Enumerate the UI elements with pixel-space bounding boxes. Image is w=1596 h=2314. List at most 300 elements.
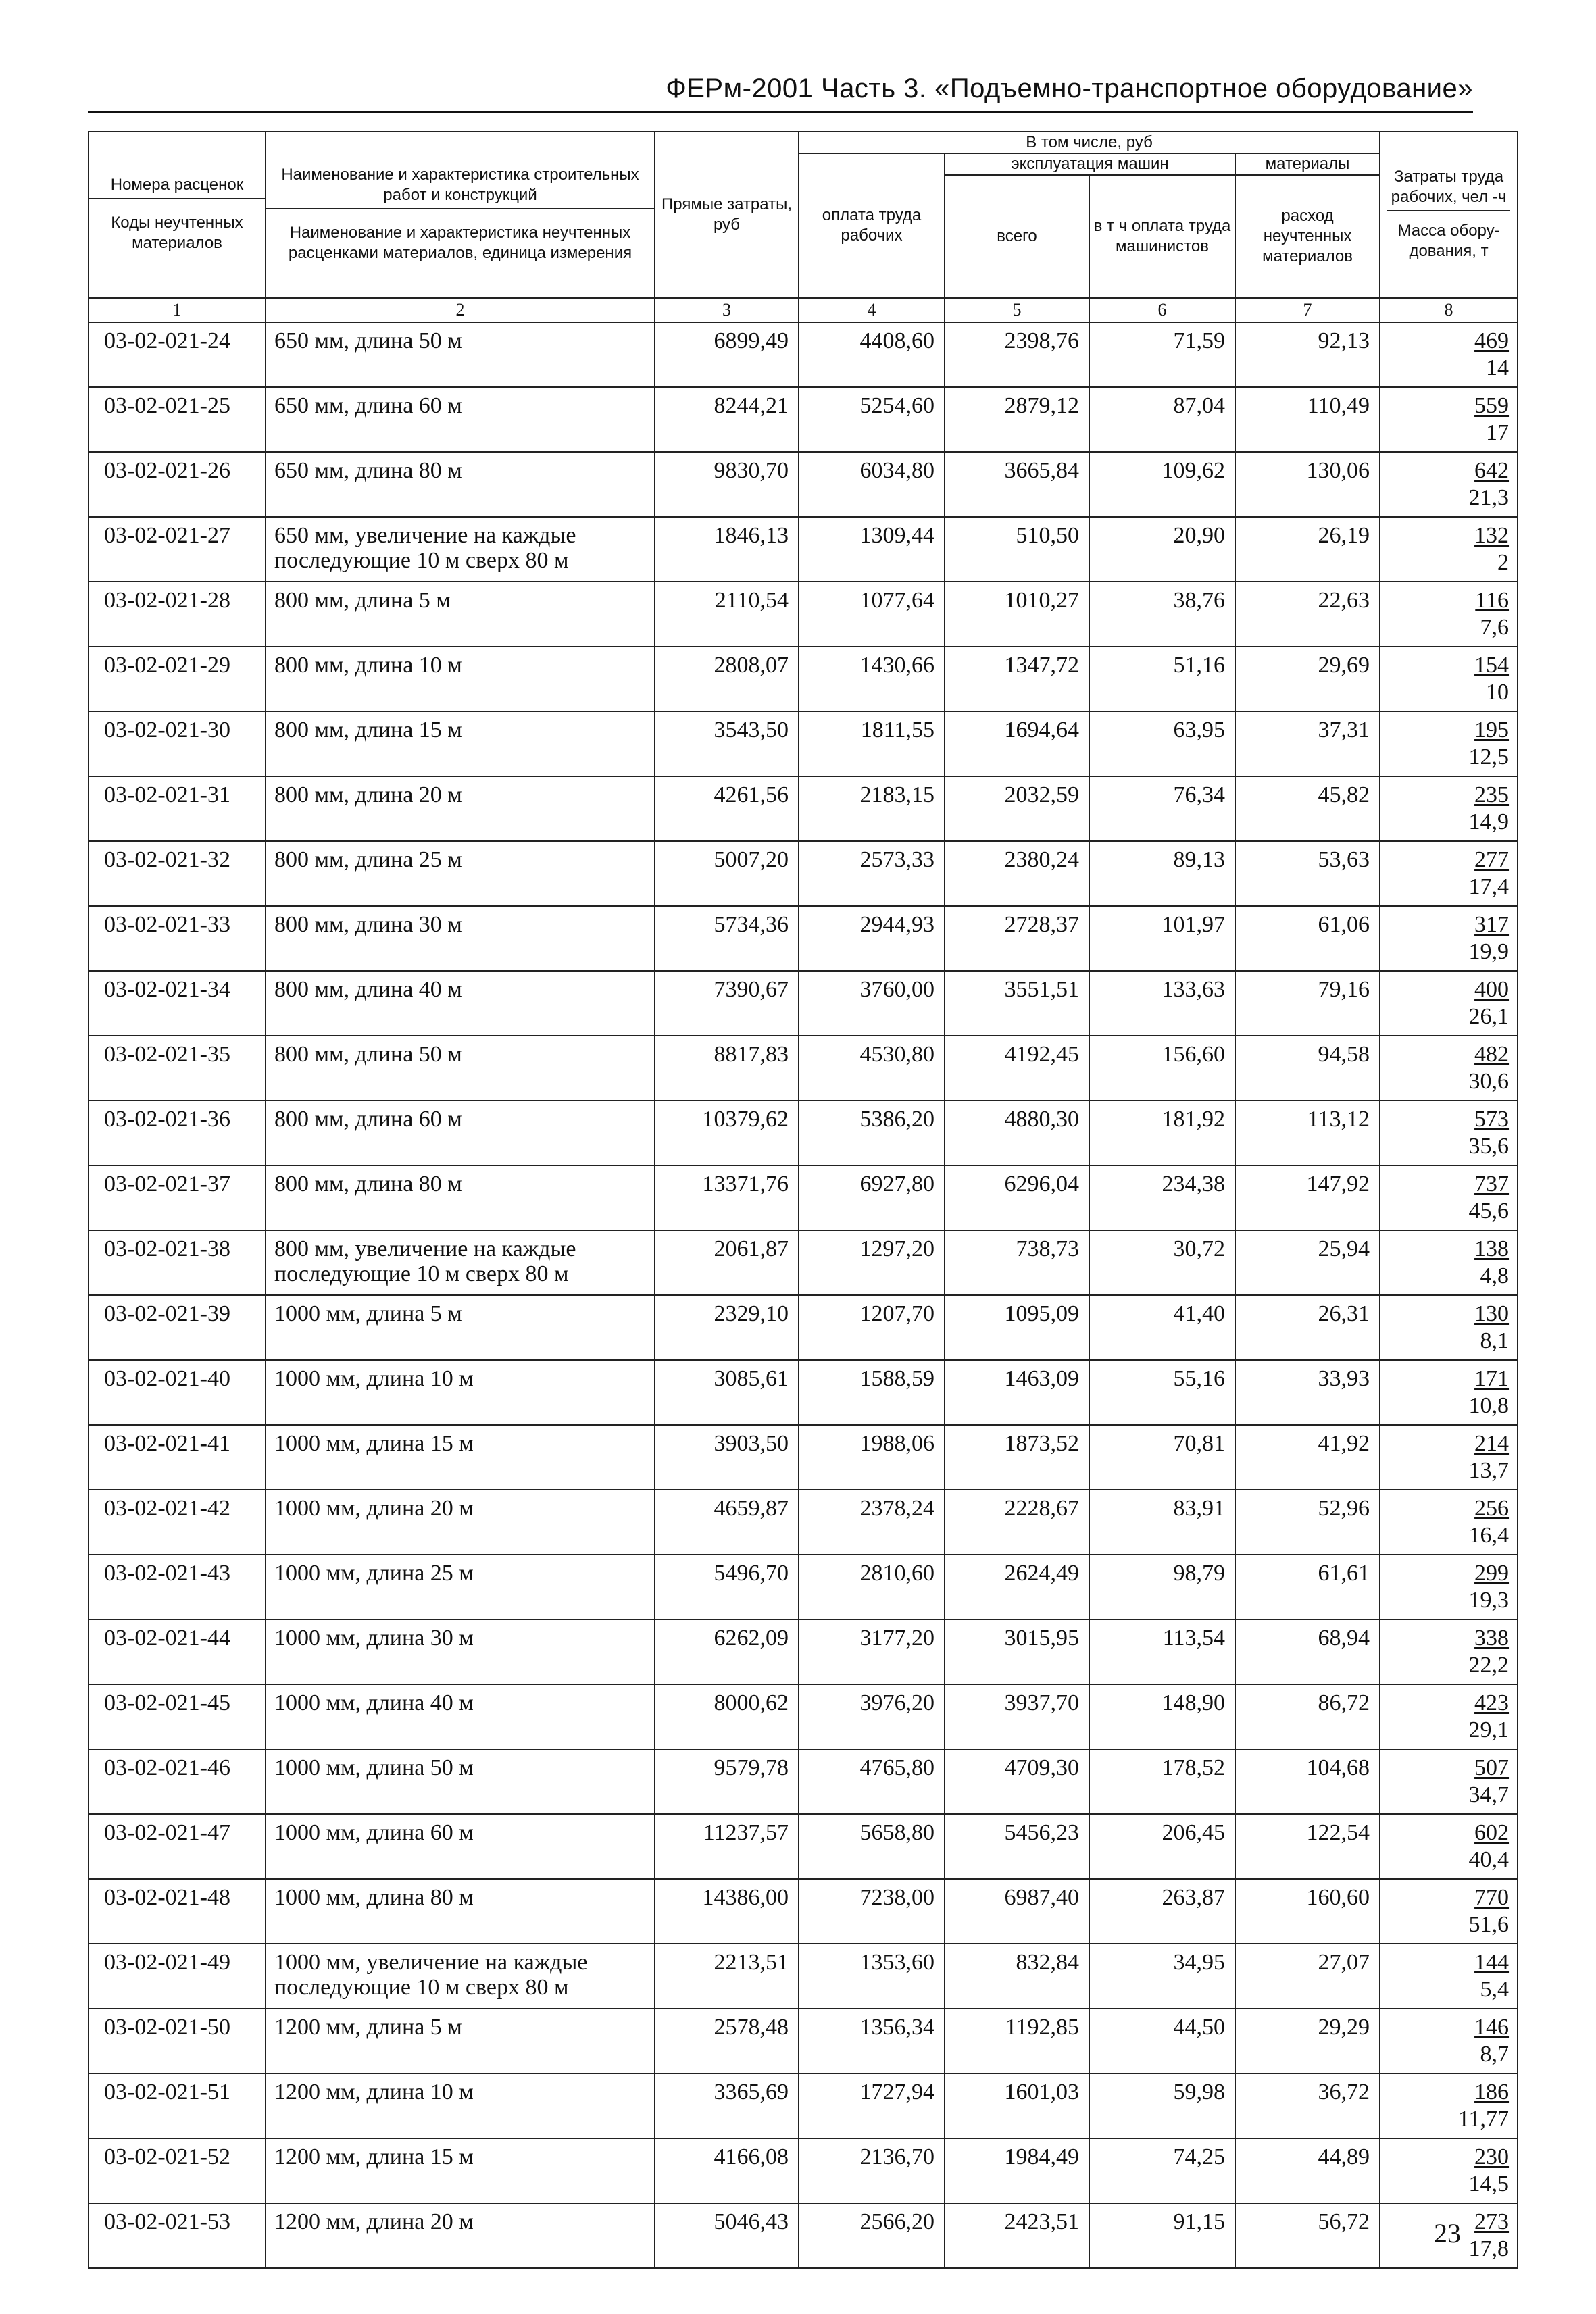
machines-total-value: 1873,52: [945, 1425, 1089, 1490]
labor-mass-cell: [1380, 1879, 1518, 1944]
labor-hours-value: 230: [1474, 2144, 1510, 2169]
header-worker-wages: оплата труда рабочих: [799, 153, 945, 298]
labor-mass-cell: [1380, 711, 1518, 776]
direct-costs-value: 3903,50: [655, 1425, 799, 1490]
labor-hours-value: 770: [1474, 1885, 1510, 1910]
table-row: [89, 1036, 1518, 1101]
header-row-1: [89, 132, 1518, 153]
materials-value: 130,06: [1235, 452, 1380, 517]
equipment-mass-value: 21,3: [1468, 485, 1510, 510]
materials-value: 52,96: [1235, 1490, 1380, 1555]
labor-hours-value: 642: [1474, 458, 1510, 483]
column-number: 4: [799, 298, 945, 322]
labor-mass-cell: [1380, 452, 1518, 517]
labor-mass-cell: [1380, 2138, 1518, 2203]
labor-mass-cell: [1380, 1360, 1518, 1425]
operator-wages-value: 263,87: [1089, 1879, 1235, 1944]
operator-wages-value: 109,62: [1089, 452, 1235, 517]
work-description: 1000 мм, длина 5 м: [266, 1295, 655, 1360]
work-description: 800 мм, длина 20 м: [266, 776, 655, 841]
direct-costs-value: 1846,13: [655, 517, 799, 582]
header-material-codes: Коды неучтенных материалов: [111, 213, 243, 252]
labor-wages-value: 1727,94: [799, 2073, 945, 2138]
labor-wages-value: 1207,70: [799, 1295, 945, 1360]
table-row: [89, 2203, 1518, 2268]
labor-mass-cell: [1380, 1101, 1518, 1165]
table-row: [89, 1425, 1518, 1490]
labor-mass-cell: [1380, 971, 1518, 1036]
operator-wages-value: 74,25: [1089, 2138, 1235, 2203]
operator-wages-value: 41,40: [1089, 1295, 1235, 1360]
table-row: [89, 387, 1518, 452]
direct-costs-value: 2110,54: [655, 582, 799, 647]
labor-mass-cell: [1380, 841, 1518, 906]
header-direct-costs: Прямые затраты, руб: [655, 132, 799, 298]
work-description: 1200 мм, длина 20 м: [266, 2203, 655, 2268]
rate-code: 03-02-021-37: [89, 1165, 266, 1230]
work-description: 1000 мм, увеличение на каждые последующие 10 м сверх 80 м: [266, 1944, 655, 2009]
work-description: 1000 мм, длина 10 м: [266, 1360, 655, 1425]
materials-value: 68,94: [1235, 1619, 1380, 1684]
operator-wages-value: 91,15: [1089, 2203, 1235, 2268]
operator-wages-value: 178,52: [1089, 1749, 1235, 1814]
direct-costs-value: 4166,08: [655, 2138, 799, 2203]
labor-hours-value: 273: [1474, 2209, 1510, 2234]
column-number: 6: [1089, 298, 1235, 322]
direct-costs-value: 6262,09: [655, 1619, 799, 1684]
labor-mass-cell: [1380, 1425, 1518, 1490]
labor-wages-value: 1309,44: [799, 517, 945, 582]
direct-costs-value: 3085,61: [655, 1360, 799, 1425]
direct-costs-value: 7390,67: [655, 971, 799, 1036]
labor-wages-value: 2566,20: [799, 2203, 945, 2268]
work-description: 800 мм, длина 10 м: [266, 647, 655, 711]
operator-wages-value: 44,50: [1089, 2009, 1235, 2073]
direct-costs-value: 13371,76: [655, 1165, 799, 1230]
rate-code: 03-02-021-25: [89, 387, 266, 452]
labor-wages-value: 2573,33: [799, 841, 945, 906]
labor-mass-cell: [1380, 387, 1518, 452]
rate-code: 03-02-021-48: [89, 1879, 266, 1944]
operator-wages-value: 83,91: [1089, 1490, 1235, 1555]
column-number: 3: [655, 298, 799, 322]
materials-value: 147,92: [1235, 1165, 1380, 1230]
labor-hours-value: 507: [1474, 1755, 1510, 1780]
direct-costs-value: 5496,70: [655, 1555, 799, 1619]
materials-value: 79,16: [1235, 971, 1380, 1036]
machines-total-value: 3937,70: [945, 1684, 1089, 1749]
work-description: 800 мм, длина 5 м: [266, 582, 655, 647]
machines-total-value: 4709,30: [945, 1749, 1089, 1814]
table-row: [89, 1814, 1518, 1879]
machines-total-value: 2728,37: [945, 906, 1089, 971]
labor-mass-cell: [1380, 1165, 1518, 1230]
labor-hours-value: 400: [1474, 977, 1510, 1002]
materials-value: 26,31: [1235, 1295, 1380, 1360]
labor-mass-cell: [1380, 1814, 1518, 1879]
labor-hours-value: 132: [1474, 523, 1510, 548]
table-row: [89, 1360, 1518, 1425]
header-names: [266, 132, 655, 298]
labor-wages-value: 1988,06: [799, 1425, 945, 1490]
equipment-mass-value: 8,1: [1480, 1328, 1510, 1353]
materials-value: 94,58: [1235, 1036, 1380, 1101]
rate-code: 03-02-021-24: [89, 322, 266, 387]
operator-wages-value: 34,95: [1089, 1944, 1235, 2009]
header-rate-numbers: Номера расценок: [89, 172, 265, 199]
equipment-mass-value: 51,6: [1468, 1912, 1510, 1937]
labor-mass-cell: [1380, 1555, 1518, 1619]
table-row: [89, 2138, 1518, 2203]
operator-wages-value: 89,13: [1089, 841, 1235, 906]
materials-value: 37,31: [1235, 711, 1380, 776]
rates-table: [88, 131, 1518, 2269]
table-row: [89, 711, 1518, 776]
column-numbers-row: [89, 298, 1518, 322]
labor-mass-cell: [1380, 1490, 1518, 1555]
header-equipment-mass: Масса обору-дования, т: [1387, 210, 1510, 266]
work-description: 1000 мм, длина 30 м: [266, 1619, 655, 1684]
materials-value: 33,93: [1235, 1360, 1380, 1425]
labor-hours-value: 423: [1474, 1690, 1510, 1715]
operator-wages-value: 101,97: [1089, 906, 1235, 971]
work-description: 800 мм, длина 40 м: [266, 971, 655, 1036]
machines-total-value: 4880,30: [945, 1101, 1089, 1165]
table-row: [89, 582, 1518, 647]
machines-total-value: 3551,51: [945, 971, 1089, 1036]
table-row: [89, 647, 1518, 711]
labor-wages-value: 3760,00: [799, 971, 945, 1036]
materials-value: 86,72: [1235, 1684, 1380, 1749]
work-description: 800 мм, длина 50 м: [266, 1036, 655, 1101]
header-machines-total: всего: [945, 175, 1089, 298]
equipment-mass-value: 34,7: [1468, 1782, 1510, 1807]
labor-wages-value: 6927,80: [799, 1165, 945, 1230]
machines-total-value: 2624,49: [945, 1555, 1089, 1619]
operator-wages-value: 133,63: [1089, 971, 1235, 1036]
table-row: [89, 1295, 1518, 1360]
operator-wages-value: 59,98: [1089, 2073, 1235, 2138]
labor-hours-value: 602: [1474, 1820, 1510, 1845]
work-description: 1000 мм, длина 25 м: [266, 1555, 655, 1619]
machines-total-value: 738,73: [945, 1230, 1089, 1295]
labor-hours-value: 144: [1474, 1950, 1510, 1975]
table-row: [89, 322, 1518, 387]
rate-code: 03-02-021-30: [89, 711, 266, 776]
materials-value: 56,72: [1235, 2203, 1380, 2268]
labor-wages-value: 6034,80: [799, 452, 945, 517]
materials-value: 104,68: [1235, 1749, 1380, 1814]
header-rates-codes: [89, 132, 266, 298]
labor-hours-value: 171: [1474, 1366, 1510, 1391]
table-row: [89, 1879, 1518, 1944]
direct-costs-value: 8817,83: [655, 1036, 799, 1101]
header-material-consumption: расход неучтенных материалов: [1235, 175, 1380, 298]
operator-wages-value: 87,04: [1089, 387, 1235, 452]
materials-value: 36,72: [1235, 2073, 1380, 2138]
direct-costs-value: 5046,43: [655, 2203, 799, 2268]
rate-code: 03-02-021-27: [89, 517, 266, 582]
table-row: [89, 1555, 1518, 1619]
labor-wages-value: 2183,15: [799, 776, 945, 841]
machines-total-value: 1601,03: [945, 2073, 1089, 2138]
equipment-mass-value: 10,8: [1468, 1393, 1510, 1418]
equipment-mass-value: 30,6: [1468, 1069, 1510, 1094]
materials-value: 22,63: [1235, 582, 1380, 647]
table-row: [89, 776, 1518, 841]
rate-code: 03-02-021-51: [89, 2073, 266, 2138]
labor-wages-value: 5254,60: [799, 387, 945, 452]
work-description: 800 мм, длина 80 м: [266, 1165, 655, 1230]
labor-wages-value: 3177,20: [799, 1619, 945, 1684]
operator-wages-value: 206,45: [1089, 1814, 1235, 1879]
work-description: 800 мм, увеличение на каждые последующие 10 м сверх 80 м: [266, 1230, 655, 1295]
work-description: 1200 мм, длина 5 м: [266, 2009, 655, 2073]
direct-costs-value: 6899,49: [655, 322, 799, 387]
labor-mass-cell: [1380, 517, 1518, 582]
equipment-mass-value: 14,9: [1468, 809, 1510, 834]
direct-costs-value: 10379,62: [655, 1101, 799, 1165]
work-description: 800 мм, длина 25 м: [266, 841, 655, 906]
column-number: 5: [945, 298, 1089, 322]
machines-total-value: 6987,40: [945, 1879, 1089, 1944]
labor-mass-cell: [1380, 1295, 1518, 1360]
table-row: [89, 1684, 1518, 1749]
labor-hours-value: 154: [1474, 653, 1510, 678]
operator-wages-value: 70,81: [1089, 1425, 1235, 1490]
equipment-mass-value: 12,5: [1468, 745, 1510, 770]
materials-value: 160,60: [1235, 1879, 1380, 1944]
header-including: В том числе, руб: [799, 132, 1380, 153]
work-description: 1000 мм, длина 40 м: [266, 1684, 655, 1749]
labor-hours-value: 573: [1474, 1107, 1510, 1132]
materials-value: 25,94: [1235, 1230, 1380, 1295]
machines-total-value: 4192,45: [945, 1036, 1089, 1101]
header-labor-mass: [1380, 132, 1518, 298]
labor-hours-value: 338: [1474, 1626, 1510, 1651]
machines-total-value: 1010,27: [945, 582, 1089, 647]
machines-total-value: 2228,67: [945, 1490, 1089, 1555]
labor-hours-value: 482: [1474, 1042, 1510, 1067]
rate-code: 03-02-021-29: [89, 647, 266, 711]
labor-mass-cell: [1380, 582, 1518, 647]
work-description: 650 мм, длина 80 м: [266, 452, 655, 517]
labor-wages-value: 2810,60: [799, 1555, 945, 1619]
work-description: 1000 мм, длина 60 м: [266, 1814, 655, 1879]
machines-total-value: 3015,95: [945, 1619, 1089, 1684]
labor-hours-value: 317: [1474, 912, 1510, 937]
direct-costs-value: 4659,87: [655, 1490, 799, 1555]
direct-costs-value: 2329,10: [655, 1295, 799, 1360]
equipment-mass-value: 5,4: [1480, 1977, 1510, 2002]
operator-wages-value: 30,72: [1089, 1230, 1235, 1295]
machines-total-value: 2879,12: [945, 387, 1089, 452]
machines-total-value: 1694,64: [945, 711, 1089, 776]
labor-hours-value: 146: [1474, 2015, 1510, 2040]
page-header: [88, 73, 1473, 113]
machines-total-value: 1347,72: [945, 647, 1089, 711]
materials-value: 29,29: [1235, 2009, 1380, 2073]
rate-code: 03-02-021-39: [89, 1295, 266, 1360]
direct-costs-value: 14386,00: [655, 1879, 799, 1944]
labor-mass-cell: [1380, 1944, 1518, 2009]
equipment-mass-value: 7,6: [1480, 615, 1510, 640]
labor-mass-cell: [1380, 1230, 1518, 1295]
work-description: 800 мм, длина 60 м: [266, 1101, 655, 1165]
labor-hours-value: 256: [1474, 1496, 1510, 1521]
column-number: 7: [1235, 298, 1380, 322]
equipment-mass-value: 17,4: [1468, 874, 1510, 899]
header-material-name: Наименование и характеристика неучтенных расценками материалов, единица измерения: [288, 224, 632, 262]
operator-wages-value: 148,90: [1089, 1684, 1235, 1749]
labor-wages-value: 1430,66: [799, 647, 945, 711]
labor-hours-value: 214: [1474, 1431, 1510, 1456]
header-work-name: Наименование и характеристика строительных работ и конструкций: [266, 162, 654, 209]
equipment-mass-value: 14: [1486, 355, 1510, 380]
rate-code: 03-02-021-52: [89, 2138, 266, 2203]
work-description: 650 мм, увеличение на каждые последующие 10 м сверх 80 м: [266, 517, 655, 582]
materials-value: 27,07: [1235, 1944, 1380, 2009]
equipment-mass-value: 22,2: [1468, 1653, 1510, 1678]
equipment-mass-value: 16,4: [1468, 1523, 1510, 1548]
direct-costs-value: 2061,87: [655, 1230, 799, 1295]
labor-mass-cell: [1380, 1684, 1518, 1749]
direct-costs-value: 2578,48: [655, 2009, 799, 2073]
table-row: [89, 971, 1518, 1036]
header-machine-operation: эксплуатация машин: [945, 153, 1235, 175]
rate-code: 03-02-021-53: [89, 2203, 266, 2268]
table-row: [89, 841, 1518, 906]
materials-value: 41,92: [1235, 1425, 1380, 1490]
work-description: 650 мм, длина 50 м: [266, 322, 655, 387]
machines-total-value: 5456,23: [945, 1814, 1089, 1879]
machines-total-value: 6296,04: [945, 1165, 1089, 1230]
rate-code: 03-02-021-26: [89, 452, 266, 517]
table-row: [89, 452, 1518, 517]
equipment-mass-value: 45,6: [1468, 1199, 1510, 1224]
table-row: [89, 906, 1518, 971]
labor-hours-value: 235: [1474, 782, 1510, 807]
equipment-mass-value: 10: [1486, 680, 1510, 705]
rate-code: 03-02-021-44: [89, 1619, 266, 1684]
rate-code: 03-02-021-40: [89, 1360, 266, 1425]
materials-value: 44,89: [1235, 2138, 1380, 2203]
labor-hours-value: 559: [1474, 393, 1510, 418]
labor-hours-value: 737: [1474, 1172, 1510, 1197]
labor-hours-value: 186: [1474, 2080, 1510, 2105]
direct-costs-value: 5007,20: [655, 841, 799, 906]
direct-costs-value: 9830,70: [655, 452, 799, 517]
labor-hours-value: 130: [1474, 1301, 1510, 1326]
operator-wages-value: 63,95: [1089, 711, 1235, 776]
table-row: [89, 1101, 1518, 1165]
work-description: 1000 мм, длина 20 м: [266, 1490, 655, 1555]
labor-mass-cell: [1380, 1036, 1518, 1101]
machines-total-value: 2380,24: [945, 841, 1089, 906]
direct-costs-value: 8000,62: [655, 1684, 799, 1749]
machines-total-value: 510,50: [945, 517, 1089, 582]
labor-mass-cell: [1380, 647, 1518, 711]
operator-wages-value: 234,38: [1089, 1165, 1235, 1230]
equipment-mass-value: 11,77: [1457, 2107, 1510, 2132]
table-row: [89, 1749, 1518, 1814]
rate-code: 03-02-021-45: [89, 1684, 266, 1749]
materials-value: 122,54: [1235, 1814, 1380, 1879]
labor-wages-value: 2378,24: [799, 1490, 945, 1555]
labor-mass-cell: [1380, 1619, 1518, 1684]
work-description: 1200 мм, длина 15 м: [266, 2138, 655, 2203]
labor-wages-value: 1353,60: [799, 1944, 945, 2009]
direct-costs-value: 5734,36: [655, 906, 799, 971]
direct-costs-value: 2808,07: [655, 647, 799, 711]
labor-wages-value: 2136,70: [799, 2138, 945, 2203]
equipment-mass-value: 8,7: [1480, 2042, 1510, 2067]
machines-total-value: 1984,49: [945, 2138, 1089, 2203]
labor-wages-value: 1356,34: [799, 2009, 945, 2073]
operator-wages-value: 55,16: [1089, 1360, 1235, 1425]
table-row: [89, 517, 1518, 582]
column-number: 2: [266, 298, 655, 322]
labor-mass-cell: [1380, 2009, 1518, 2073]
direct-costs-value: 3365,69: [655, 2073, 799, 2138]
direct-costs-value: 8244,21: [655, 387, 799, 452]
labor-mass-cell: [1380, 776, 1518, 841]
operator-wages-value: 51,16: [1089, 647, 1235, 711]
labor-wages-value: 5658,80: [799, 1814, 945, 1879]
rate-code: 03-02-021-34: [89, 971, 266, 1036]
machines-total-value: 2423,51: [945, 2203, 1089, 2268]
rate-code: 03-02-021-49: [89, 1944, 266, 2009]
machines-total-value: 1095,09: [945, 1295, 1089, 1360]
machines-total-value: 2398,76: [945, 322, 1089, 387]
work-description: 1000 мм, длина 50 м: [266, 1749, 655, 1814]
labor-wages-value: 4765,80: [799, 1749, 945, 1814]
rate-code: 03-02-021-32: [89, 841, 266, 906]
machines-total-value: 1192,85: [945, 2009, 1089, 2073]
materials-value: 61,61: [1235, 1555, 1380, 1619]
rate-code: 03-02-021-35: [89, 1036, 266, 1101]
rate-code: 03-02-021-43: [89, 1555, 266, 1619]
labor-hours-value: 469: [1474, 328, 1510, 353]
equipment-mass-value: 2: [1497, 550, 1510, 575]
operator-wages-value: 71,59: [1089, 322, 1235, 387]
labor-mass-cell: [1380, 1749, 1518, 1814]
labor-hours-value: 116: [1475, 588, 1510, 613]
equipment-mass-value: 13,7: [1468, 1458, 1510, 1483]
labor-wages-value: 1811,55: [799, 711, 945, 776]
labor-hours-value: 277: [1474, 847, 1510, 872]
work-description: 1000 мм, длина 15 м: [266, 1425, 655, 1490]
materials-value: 92,13: [1235, 322, 1380, 387]
operator-wages-value: 20,90: [1089, 517, 1235, 582]
labor-hours-value: 138: [1474, 1236, 1510, 1261]
operator-wages-value: 98,79: [1089, 1555, 1235, 1619]
header-operator-wages: в т ч оплата труда машинистов: [1089, 175, 1235, 298]
operator-wages-value: 181,92: [1089, 1101, 1235, 1165]
equipment-mass-value: 19,3: [1468, 1588, 1510, 1613]
labor-mass-cell: [1380, 906, 1518, 971]
column-number: 8: [1380, 298, 1518, 322]
work-description: 1200 мм, длина 10 м: [266, 2073, 655, 2138]
materials-value: 53,63: [1235, 841, 1380, 906]
table-row: [89, 1230, 1518, 1295]
machines-total-value: 2032,59: [945, 776, 1089, 841]
table-body: [89, 322, 1518, 2268]
work-description: 650 мм, длина 60 м: [266, 387, 655, 452]
machines-total-value: 3665,84: [945, 452, 1089, 517]
operator-wages-value: 76,34: [1089, 776, 1235, 841]
direct-costs-value: 9579,78: [655, 1749, 799, 1814]
